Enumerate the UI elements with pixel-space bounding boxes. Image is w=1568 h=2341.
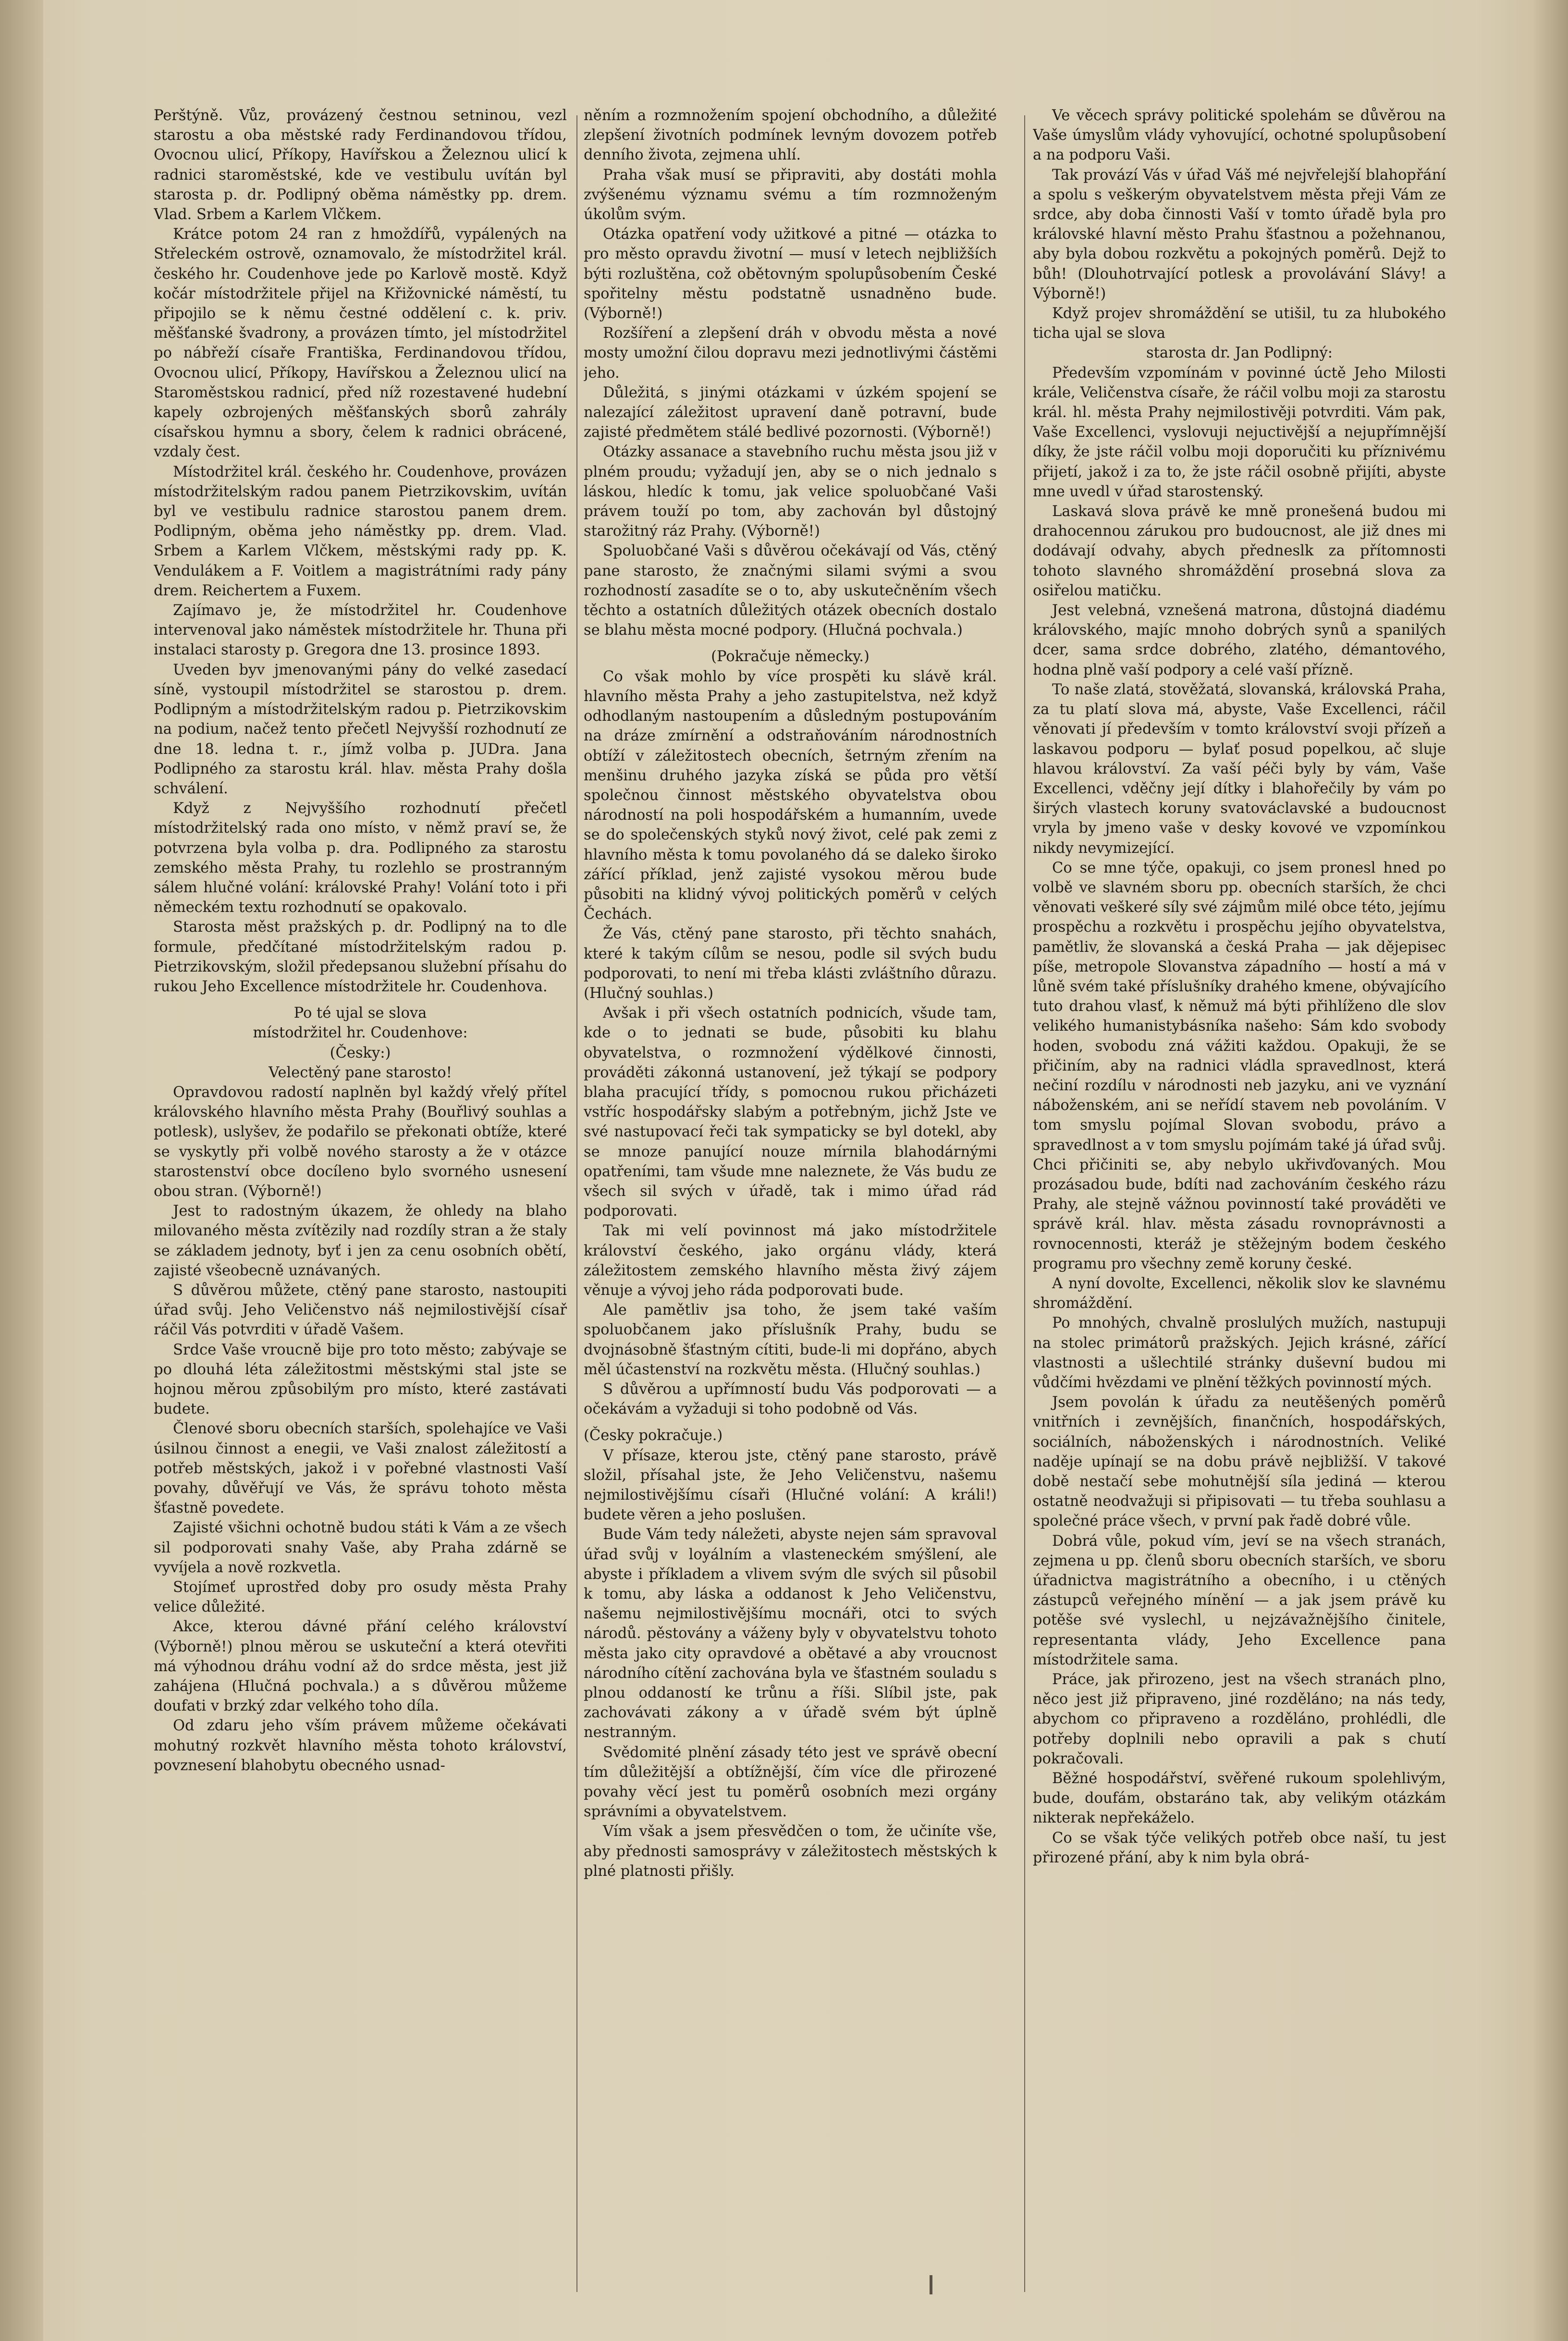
article-paragraph: S důvěrou a upřímností budu Vás podporovati — a očekávám a vyžaduji si toho podobně od Vás. <box>584 1381 997 1418</box>
article-paragraph: Tak provází Vás v úřad Váš mé nejvřelejší blahopřání a spolu s veškerým obyvatelstvem města přeji Vám ze srdce, aby doba činnosti Vaší v tomto úřadě byla pro královské hlavní město Prahu šťastnou a požehnanou, aby byla dobou rozkvětu a pokojných poměrů. Dejž to bůh! (Dlouhotrvající potlesk a provolávání Slávy! a Výborně!) <box>1033 166 1446 302</box>
article-paragraph: Především vzpomínám v povinné úctě Jeho Milosti krále, Veličenstva císaře, že ráčil volbu moji za starostu král. hl. města Prahy nejmilostivěji potvrditi. Vám pak, Vaše Excellenci, vyslovuji nejuctivější a nejupřímnější díky, že jste ráčil volbu moji doporučiti ku příznivému přijetí, jakož i za to, že jste ráčil osobně přijíti, abyste mne uvedl v úřad starostenský. <box>1033 364 1446 500</box>
article-paragraph: A nyní dovolte, Excellenci, několik slov ke slavnému shromáždění. <box>1033 1275 1446 1312</box>
article-paragraph: Akce, kterou dávné přání celého království (Výborně!) plnou měrou se uskuteční a která otevřiti má výhodnou dráhu vodní až do srdce města, jest již zahájena (Hlučná pochvala.) a s důvěrou můžeme doufati v brzký zdar velkého toho díla. <box>154 1618 567 1715</box>
article-paragraph: něním a rozmnožením spojení obchodního, a důležité zlepšení životních podmínek levným dovozem potřeb denního života, zejmena uhlí. <box>584 107 997 164</box>
article-paragraph: Běžné hospodářství, svěřené rukoum spolehlivým, bude, doufám, obstaráno tak, aby velikým otázkám nikterak nepřekáželo. <box>1033 1770 1446 1827</box>
article-paragraph: Zajisté všichni ochotně budou státi k Vám a ze všech sil podporovati snahy Vaše, aby Praha zdárně se vyvíjela a nově rozkvetla. <box>154 1519 567 1576</box>
article-paragraph: Uveden byv jmenovanými pány do velké zasedací síně, vystoupil místodržitel se starostou p. drem. Podlipným a místodržitelským radou p. Pietrzikovskim na podium, načež tento přečetl Nejvyšší rozhodnutí ze dne 18. ledna t. r., jímž volba p. JUDra. Jana Podlipného za starostu král. hlav. města Prahy došla schválení. <box>154 661 567 797</box>
article-paragraph: Opravdovou radostí naplněn byl každý vřelý přítel královského hlavního města Prahy (Bouřlivý souhlas a potlesk), uslyšev, že podařilo se překonati obtíže, které se vyskytly při volbě nového starosty a že v otázce starostenství obce docíleno bylo svorného usnesení obou stran. (Výborně!) <box>154 1084 567 1200</box>
article-paragraph: Když projev shromáždění se utišil, tu za hlubokého ticha ujal se slova <box>1033 305 1446 342</box>
column-divider <box>576 115 577 2292</box>
article-paragraph: Práce, jak přirozeno, jest na všech stranách plno, něco jest již připraveno, jiné rozděláno; na nás tedy, abychom co připraveno a rozděláno, prohlédli, dle potřeby doplnili nebo opravili a pak s chutí pokračovali. <box>1033 1671 1446 1767</box>
article-paragraph: Spoluobčané Vaši s důvěrou očekávají od Vás, ctěný pane starosto, že značnými silami svými a svou rozhodností zasadíte se o to, aby uskutečněním všech těchto a ostatních důležitých otázek obecních dostalo se blahu města mocné podpory. (Hlučná pochvala.) <box>584 542 997 639</box>
article-paragraph: Ve věcech správy politické spolehám se důvěrou na Vaše úmyslům vlády vyhovující, ochotné spolupůsobení a na podporu Vaši. <box>1033 107 1446 164</box>
article-paragraph: To naše zlatá, stověžatá, slovanská, královská Praha, za tu platí slova má, abyste, Vaše Excellenci, ráčil věnovati jí především v tomto království svoji přízeň a laskavou podporu — bylať posud popelkou, ač sluje hlavou království. Za vaší péči byly by vám, Vaše Excellenci, vděčny její dítky i blahořečily by vám po širých vlastech koruny svatováclavské a budoucnost vryla by jmeno vaše v desky kovové ve vzpomínkou nikdy nevymizející. <box>1033 681 1446 857</box>
article-paragraph: Rozšíření a zlepšení dráh v obvodu města a nové mosty umožní čilou dopravu mezi jednotlivými částěmi jeho. <box>584 325 997 382</box>
article-paragraph: Po mnohých, chvalně proslulých mužích, nastupuji na stolec primátorů pražských. Jejich krásné, zářící vlastnosti a ušlechtilé stránky duševní budou mi vůdčími hvězdami ve plnění těžkých povinností mých. <box>1033 1315 1446 1391</box>
article-paragraph: Vím však a jsem přesvědčen o tom, že učiníte vše, aby přednosti samosprávy v záležitostech městských k plné platnosti přišly. <box>584 1823 997 1880</box>
page-left-edge <box>0 0 43 2341</box>
article-paragraph: Co se mne týče, opakuji, co jsem pronesl hned po volbě ve slavném sboru pp. obecních starších, že chci věnovati veškeré síly své zájmům milé obce této, jejímu prospěchu a rozkvětu i prospěchu jejího obyvatelstva, pamětliv, že slovanská a česká Praha — jak dějepisec píše, metropole Slovanstva západního — hostí a má v lůně svém také příslušníky drahého kmene, obývajícího tuto drahou vlasť, k němuž má býti přihlíženo dle slov velikého humanistybásníka našeho: Sám kdo svobody hoden, svobodu zná vážiti každou. Opakuji, že se přičiním, aby na radnici vládla spravedlnost, která nečiní rozdílu v národnosti neb jazyku, ani ve vyznání náboženském, ani se neřídí stavem neb povoláním. V tom smyslu pojímal Slovan svobodu, právo a spravedlnost a v tom smyslu pojímám také já úřad svůj. Chci přičiniti se, aby nebylo ukřivďovaných. Mou prozásadou bude, bdíti nad zachováním českého rázu Prahy, ale stejně vážnou povinností také prováděti ve správě král. hlav. města zásadu rovnoprávnosti a rovnocennosti, kteráž je stěžejným bodem českého programu pro všechny země koruny české. <box>1033 859 1446 1272</box>
article-paragraph: Od zdaru jeho vším právem můžeme očekávati mohutný rozkvět hlavního města tohoto království, povznesení blahobytu obecného usnad- <box>154 1717 567 1774</box>
article-paragraph: Jest velebná, vznešená matrona, důstojná diadému královského, majíc mnoho dobrých synů a spanilých dcer, sama srdce dobrého, zlatého, démantového, hodna plně vaší podpory a celé vaší přízně. <box>1033 602 1446 678</box>
article-paragraph: Bude Vám tedy náležeti, abyste nejen sám spravoval úřad svůj v loyálním a vlasteneckém smýšlení, ale abyste i příkladem a vlivem svým dle svých sil působil k tomu, aby láska a oddanost k Jeho Veličenstvu, našemu nejmilostivějšímu mocnáři, otci to svých národů. pěstovány a váženy byly v obyvatelstvu tohoto města jako city opravdové a obětavé a aby vroucnost národního cítění zachována byla ve šťastném souladu s plnou oddaností ke trůnu a říši. Slíbil jste, pak zachovávati zákony a v úřadě svém být úplně nestranným. <box>584 1526 997 1741</box>
article-paragraph: Avšak i při všech ostatních podnicích, všude tam, kde o to jednati se bude, působiti ku blahu obyvatelstva, o rozmnožení výdělkové činnosti, prováděti zákonná ustanovení, jež týkají se podpory blaha pracující třídy, s pomocnou rukou přicházeti vstříc hospodářsky slabým a potřebným, jichž Jste ve své nastupovací řeči tak sympaticky se byl dotekl, aby se mnoze panující nouze mírnila blahodárnými opatřeními, tam všude mne naleznete, že Vás budu ze všech sil svých v úřadě, tak i mimo úřad rád podporovati. <box>584 1005 997 1220</box>
article-paragraph: (Česky:) <box>330 1044 391 1061</box>
article-paragraph: Že Vás, ctěný pane starosto, při těchto snahách, které k takým cílům se nesou, podle sil svých budu podporovati, to není mi třeba klásti zvláštního důrazu. (Hlučný souhlas.) <box>584 925 997 1002</box>
article-paragraph: Perštýně. Vůz, provázený čestnou setninou, vezl starostu a oba městské rady Ferdinandovou třídou, Ovocnou ulicí, Příkopy, Havířskou a Železnou ulicí k radnici staroměstské, kde ve vestibulu uvítán byl starosta p. dr. Podlipný oběma náměstky pp. drem. Vlad. Srbem a Karlem Vlčkem. <box>154 107 567 223</box>
margin-mark <box>930 2275 932 2294</box>
article-paragraph: Jest to radostným úkazem, že ohledy na blaho milovaného města zvítězily nad rozdíly stran a že staly se základem jednoty, byť i jen za cenu osobních obětí, zajisté všeobecně uznávaných. <box>154 1203 567 1279</box>
article-paragraph: Po té ujal se slova <box>294 1005 427 1022</box>
article-paragraph: Místodržitel král. českého hr. Coudenhove, provázen místodržitelským radou panem Pietrzikovskim, uvítán byl ve vestibulu radnice starostou panem drem. Podlipným, oběma jeho náměstky pp. drem. Vlad. Srbem a Karlem Vlčkem, městskými rady pp. K. Vendulákem a F. Voitlem a magistrátními rady pány drem. Reichertem a Fuxem. <box>154 463 567 599</box>
article-paragraph: Ale pamětliv jsa toho, že jsem také vaším spoluobčanem jako příslušník Prahy, budu se dvojnásobně šťastným cítiti, bude-li mi dopřáno, abych měl účastenství na rozkvětu města. (Hlučný souhlas.) <box>584 1302 997 1378</box>
text-column-1 <box>154 106 567 2316</box>
article-paragraph: Velectěný pane starosto! <box>269 1064 452 1081</box>
article-paragraph: Otázky assanace a stavebního ruchu města jsou již v plném proudu; vyžadují jen, aby se o nich jednalo s láskou, hledíc k tomu, jak velice spoluobčané Vaši právem touží po tom, aby zachován byl důstojný starožitný ráz Prahy. (Výborně!) <box>584 444 997 540</box>
page-right-edge <box>1534 0 1568 2341</box>
article-paragraph: Zajímavo je, že místodržitel hr. Coudenhove intervenoval jako náměstek místodržitele hr. Thuna při instalaci starosty p. Gregora dne 13. prosince 1893. <box>154 602 567 659</box>
article-paragraph: Svědomité plnění zásady této jest ve správě obecní tím důležitější a obtížnější, čím více dle přirozené povahy věcí jest tu poměrů osobních mezi orgány správními a obyvatelstvem. <box>584 1744 997 1821</box>
article-paragraph: Otázka opatření vody užitkové a pitné — otázka to pro město opravdu životní — musí v letech nejbližších býti rozluštěna, což obětovným spolupůsobením České spořitelny městu podstatně usnadněno bude. (Výborně!) <box>584 226 997 322</box>
article-paragraph: (Pokračuje německy.) <box>711 648 870 665</box>
article-paragraph: (Česky pokračuje.) <box>584 1427 723 1444</box>
article-paragraph: místodržitel hr. Coudenhove: <box>253 1024 468 1042</box>
article-paragraph: S důvěrou můžete, ctěný pane starosto, nastoupiti úřad svůj. Jeho Veličenstvo náš nejmilostivější císař ráčil Vás potvrditi v úřadě Vašem. <box>154 1281 567 1339</box>
article-paragraph: V přísaze, kterou jste, ctěný pane starosto, právě složil, přísahal jste, že Jeho Veličenstvu, našemu nejmilostivějšímu císaři (Hlučné volání: A králi!) budete věren a jeho poslušen. <box>584 1447 997 1524</box>
article-paragraph: Laskavá slova právě ke mně pronešená budou mi drahocennou zárukou pro budoucnost, ale již dnes mi dodávají odvahy, abych předneslk za přítomnosti tohoto slavného shromáždění prosebná slova za osiřelou matičku. <box>1033 503 1446 599</box>
article-paragraph: Když z Nejvyššího rozhodnutí přečetl místodržitelský rada ono místo, v němž praví se, že potvrzena byla volba p. dra. Podlipného za starostu zemského města Prahy, tu rozlehlo se prostranným sálem hlučné volání: královské Prahy! Volání toto i při německém textu rozhodnutí se opakovalo. <box>154 800 567 916</box>
article-paragraph: Jsem povolán k úřadu za neutěšených poměrů vnitřních i zevnějších, finančních, hospodářských, sociálních, náboženských i národnostních. Veliké naděje upínají se na dobu právě nejbližší. V takové době nestačí sebe mohutnější síla jediná — kterou ostatně neodvažuji si připisovati — tu třeba souhlasu a společné práce všech, v první pak řadě dobré vůle. <box>1033 1394 1446 1530</box>
article-paragraph: Stojímeť uprostřed doby pro osudy města Prahy velice důležité. <box>154 1579 567 1616</box>
text-column-2 <box>584 106 997 2316</box>
article-paragraph: Co se však týče velikých potřeb obce naší, tu jest přirozené přání, aby k nim byla obrá- <box>1033 1829 1446 1866</box>
article-paragraph: Praha však musí se připraviti, aby dostáti mohla zvýšenému významu svému a tím rozmnoženým úkolům svým. <box>584 166 997 223</box>
article-paragraph: Krátce potom 24 ran z hmoždířů, vypálených na Střeleckém ostrově, oznamovalo, že místodržitel král. českého hr. Coudenhove jede po Karlově mostě. Když kočár místodržitele přijel na Křižovnické náměstí, tu připojilo se k němu čestné oddělení c. k. priv. měšťanské švadrony, a provázen tímto, jel místodržitel po nábřeží císaře Františka, Ferdinandovou třídou, Ovocnou ulicí, Příkopy, Havířskou a Železnou ulicí na Staroměstskou radnicí, před níž rozestavené hudební kapely ozbrojených měšťanských sborů zahrály císařskou hymnu a sbory, čelem k radnici obrácené, vzdaly čest. <box>154 226 567 461</box>
article-paragraph: Členové sboru obecních starších, spolehajíce ve Vaši úsilnou činnost a enegii, ve Vaši znalost záležitostí a potřeb městských, jakož i v pořebné vlastnosti Vaší povahy, důvěřují ve Vás, že správu tohoto města šťastně povedete. <box>154 1420 567 1517</box>
article-paragraph: Tak mi velí povinnost má jako místodržitele království českého, jako orgánu vlády, která záležitostem zemského hlavního města živý zájem věnuje a vývoj jeho ráda podporovati bude. <box>584 1222 997 1299</box>
text-column-3 <box>1033 106 1446 2316</box>
article-paragraph: Co však mohlo by více prospěti ku slávě král. hlavního města Prahy a jeho zastupitelstva, než když odhodlaným nastoupením a důsledným postupováním na dráze zmírnění a odstraňováním národnostních obtíží v záležitostech obecních, šetrným zřením na menšinu druhého jazyka získá se půda pro větší společnou činnost městského obyvatelstva obou národností na poli hospodářském a humanním, uvede se do společenských styků nový život, celé pak zemi z hlavního města k tomu povolaného dá se daleko široko zářící příklad, jenž zajisté vysokou měrou bude působiti na klidný vývoj politických poměrů v celých Čechách. <box>584 668 997 923</box>
article-paragraph: Srdce Vaše vroucně bije pro toto město; zabývaje se po dlouhá léta záležitostmi městskými stal jste se hojnou měrou způsobilým pro místo, které zastávati budete. <box>154 1341 567 1418</box>
article-paragraph: Starosta měst pražských p. dr. Podlipný na to dle formule, předčítané místodržitelským radou p. Pietrzikovským, složil předepsanou služební přísahu do rukou Jeho Excellence místodržitele hr. Coudenhova. <box>154 919 567 995</box>
article-paragraph: starosta dr. Jan Podlipný: <box>1146 345 1333 362</box>
column-divider <box>1024 115 1025 2292</box>
article-paragraph: Důležitá, s jinými otázkami v úzkém spojení se nalezající záležitost upravení daně potravní, bude zajisté předmětem stálé bedlivé pozornosti. (Výborně!) <box>584 384 997 441</box>
article-paragraph: Dobrá vůle, pokud vím, jeví se na všech stranách, zejmena u pp. členů sboru obecních starších, ve sboru úřadnictva magistrátního a obecního, i u ctěných zástupců veřejného mínění — a jak jsem právě ku potěše své vyslechl, u nejzávažnějšího činitele, representanta vlády, Jeho Excellence pana místodržitele sama. <box>1033 1532 1446 1668</box>
